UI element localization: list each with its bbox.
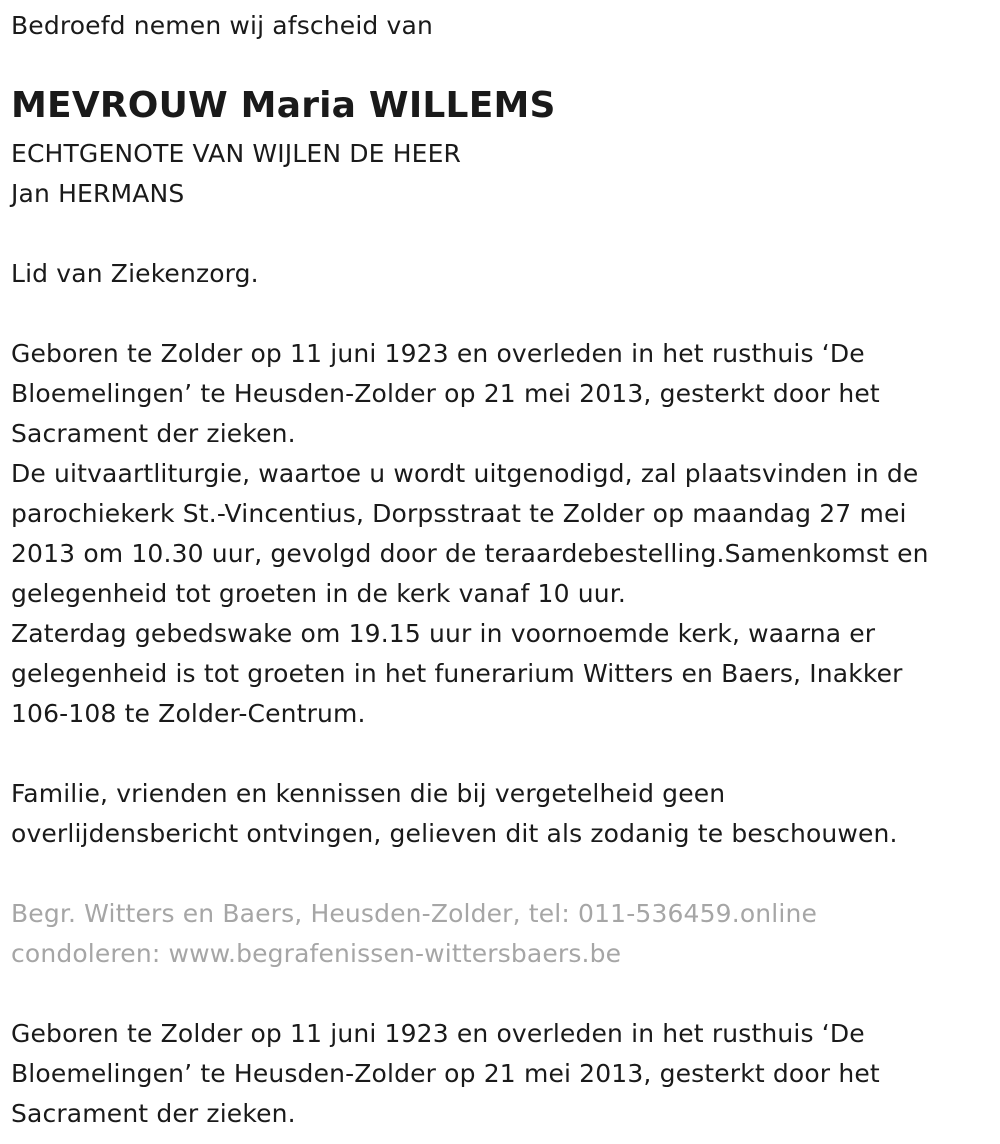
membership-text: Lid van Ziekenzorg.: [11, 259, 259, 288]
undertaker-line: condoleren: www.begrafenissen-wittersbaers.be: [11, 939, 622, 968]
repeat-block: [11, 1014, 880, 1134]
details-line: Bloemelingen’ te Heusden-Zolder op 21 mei 2013, gesterkt door het: [11, 379, 880, 408]
details-line: 106-108 te Zolder-Centrum.: [11, 699, 366, 728]
family-block: [11, 774, 898, 854]
spouse-line: ECHTGENOTE VAN WIJLEN DE HEER: [11, 139, 462, 168]
details-line: 2013 om 10.30 uur, gevolgd door de teraardebestelling.Samenkomst en: [11, 539, 929, 568]
spouse-block: [11, 134, 461, 214]
details-line: gelegenheid tot groeten in de kerk vanaf 10 uur.: [11, 579, 626, 608]
family-line: overlijdensbericht ontvingen, gelieven dit als zodanig te beschouwen.: [11, 819, 898, 848]
details-line: De uitvaartliturgie, waartoe u wordt uitgenodigd, zal plaatsvinden in de: [11, 459, 919, 488]
details-block: [11, 334, 929, 734]
repeat-line: Sacrament der zieken.: [11, 1099, 296, 1128]
repeat-line: Geboren te Zolder op 11 juni 1923 en overleden in het rusthuis ‘De: [11, 1019, 865, 1048]
details-line: parochiekerk St.-Vincentius, Dorpsstraat te Zolder op maandag 27 mei: [11, 499, 907, 528]
spouse-line: Jan HERMANS: [11, 179, 185, 208]
membership-block: [11, 254, 259, 294]
repeat-line: Bloemelingen’ te Heusden-Zolder op 21 mei 2013, gesterkt door het: [11, 1059, 880, 1088]
intro-text: Bedroefd nemen wij afscheid van: [11, 11, 433, 40]
undertaker-line: Begr. Witters en Baers, Heusden-Zolder, tel: 011-536459.online: [11, 899, 817, 928]
details-line: gelegenheid is tot groeten in het funerarium Witters en Baers, Inakker: [11, 659, 903, 688]
undertaker-block: [11, 894, 817, 974]
family-line: Familie, vrienden en kennissen die bij vergetelheid geen: [11, 779, 726, 808]
details-line: Geboren te Zolder op 11 juni 1923 en overleden in het rusthuis ‘De: [11, 339, 865, 368]
details-line: Zaterdag gebedswake om 19.15 uur in voornoemde kerk, waarna er: [11, 619, 876, 648]
details-line: Sacrament der zieken.: [11, 419, 296, 448]
deceased-name: MEVROUW Maria WILLEMS: [11, 85, 556, 126]
